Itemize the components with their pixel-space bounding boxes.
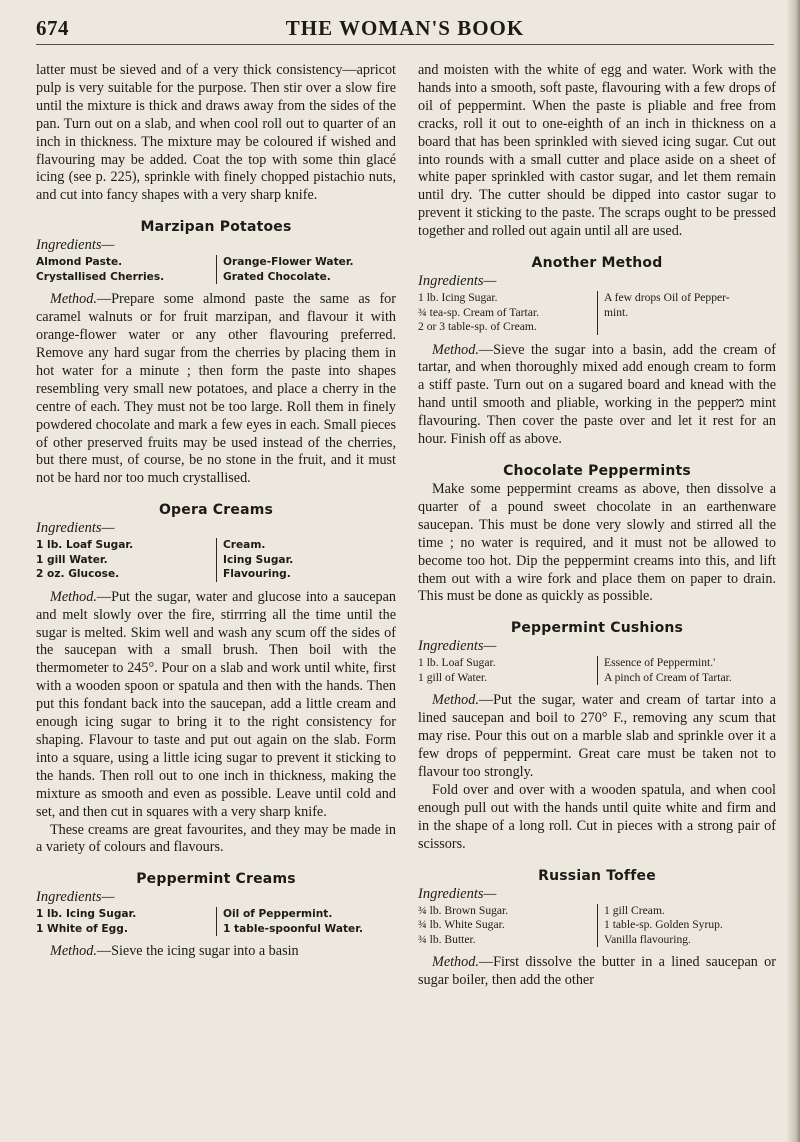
- ingredients-label: Ingredients—: [418, 638, 497, 655]
- method-paragraph: [418, 954, 776, 990]
- method-label: Method.: [432, 692, 479, 709]
- method-text: —First dissolve the butter in a lined saucepan or sugar boiler, then add the other: [418, 954, 776, 988]
- ingredient-item: Oil of Peppermint.: [223, 908, 333, 921]
- method-label: Method.: [432, 954, 479, 970]
- page-number: 674: [36, 16, 69, 40]
- ingredients-label: Ingredients—: [418, 273, 497, 290]
- section-title-russian-toffee: Russian Toffee: [538, 867, 656, 884]
- method-paragraph: [36, 291, 396, 488]
- method-text: —Sieve the sugar into a basin, add the cream of tartar, and when thoroughly mixed add enough cream to form a stiff paste. Turn out on a sugared board and knead with the hand until smooth and pliable, working in the pepperמ mint flavouring. Then cover the paste over and let it rest for an hour. Finish off as above.: [418, 341, 777, 448]
- ingredient-item: Crystallised Cherries.: [36, 270, 165, 283]
- ingredient-item: ¾ lb. Butter.: [418, 932, 476, 946]
- left-column: [36, 62, 396, 961]
- ingredient-item: 1 lb. Icing Sugar.: [418, 291, 498, 305]
- method-label: Method.: [50, 291, 97, 308]
- ingredient-item: 1 White of Egg.: [36, 922, 128, 935]
- ingredients-label: Ingredients—: [418, 885, 497, 902]
- ingredient-item: ¾ lb. Brown Sugar.: [418, 903, 509, 917]
- ingredient-item: Orange-Flower Water.: [223, 256, 354, 269]
- ingredients-label: Ingredients—: [36, 520, 115, 537]
- ingredient-item: 1 lb. Loaf Sugar.: [36, 539, 134, 552]
- section-title-chocolate-peppermints: Chocolate Peppermints: [503, 463, 691, 479]
- ingredient-item: Vanilla flavouring.: [604, 932, 691, 946]
- method-label: Method.: [50, 588, 97, 605]
- method-paragraph: [36, 589, 396, 822]
- closing-paragraph: These creams are great favourites, and they may be made in a variety of colours and flavours.: [36, 821, 396, 856]
- ingredients-label: Ingredients—: [36, 889, 115, 906]
- ingredients-list: [36, 255, 396, 284]
- ingredient-item: 1 gill of Water.: [418, 670, 488, 684]
- ingredient-item: 2 or 3 table-sp. of Cream.: [418, 320, 537, 334]
- ingredients-list: [418, 904, 776, 948]
- method-paragraph: [418, 342, 776, 449]
- ingredient-item: Cream.: [223, 539, 266, 552]
- ingredient-item: 1 lb. Loaf Sugar.: [418, 656, 496, 670]
- ingredients-label: Ingredients—: [36, 237, 115, 254]
- ingredients-list: [36, 907, 396, 936]
- running-head: THE WOMAN'S BOOK: [285, 16, 525, 40]
- method-text: —Sieve the icing sugar into a basin: [96, 943, 299, 960]
- ingredients-list: [418, 291, 776, 335]
- ingredient-item: 1 gill Cream.: [604, 903, 665, 917]
- method-text: —Put the sugar, water and glucose into a saucepan and melt slowly over the fire, stirrring all the time until the sugar is melted. Skim well and wash any scum off the sides of the saucepan with a small brush. Then boil with the thermometer to 245°. Pour on a slab and work until white, first with a wooden spoon or spatula and then with the hands. Then put this fondant back into the saucepan, add a little cream and enough icing sugar to bring it to the right consistency for shaping. Flavour to taste and put out again on the slab. Form into a square, using a little icing sugar to prevent it sticking to the hands. Then roll out to one inch in thickness, making the mixture as smooth and even as possible. Leave until cold and set, and then cut in squares with a very sharp knife.: [36, 588, 396, 820]
- method-text: —Prepare some almond paste the same as for caramel walnuts or for fruit marzipan, and flavour it with orange-flower water or any other flavouring preferred. Remove any hard sugar from the cherries by placing them in hot water for a minute ; then form the paste into shapes resembling very small new potatoes, and place a cherry in the centre of each. They must not be too large. Roll them in finely powdered chocolate and mark a few eyes in each. Small pieces of other preserved fruits may be used instead of the cherries, but there must, of course, be no stone in the fruit, and it must not be hard nor too much crystallised.: [36, 291, 396, 487]
- section-title-peppermint-creams: Peppermint Creams: [136, 871, 296, 888]
- section-title-marzipan-potatoes: Marzipan Potatoes: [140, 219, 292, 236]
- ingredient-item: ¾ lb. White Sugar.: [418, 918, 505, 931]
- ingredient-item: A few drops Oil of Pepper-: [604, 291, 730, 305]
- method-paragraph: [418, 692, 776, 782]
- section-title-another-method: Another Method: [531, 255, 663, 272]
- ingredient-item: A pinch of Cream of Tartar.: [604, 670, 732, 684]
- ingredient-item: Almond Paste.: [36, 256, 123, 269]
- method-paragraph-2: Fold over and over with a wooden spatula, and when cool enough pull out with the hands until quite white and firm and in the shape of a long roll. Cut in pieces with a strong pair of scissors.: [418, 781, 776, 852]
- method-paragraph: [36, 943, 396, 961]
- ingredient-item: ¾ tea-sp. Cream of Tartar.: [418, 305, 539, 319]
- ingredient-item: 1 lb. Icing Sugar.: [36, 908, 137, 921]
- method-label: Method.: [432, 341, 479, 358]
- ingredients-list: [418, 656, 776, 685]
- ingredient-item: Grated Chocolate.: [223, 270, 331, 283]
- section-title-opera-creams: Opera Creams: [158, 502, 274, 519]
- ingredient-item: Flavouring.: [223, 568, 291, 581]
- page-edge-shadow: [786, 0, 800, 1142]
- ingredient-item: 1 gill Water.: [36, 553, 108, 566]
- page-header: [36, 16, 774, 45]
- ingredients-list: [36, 538, 396, 582]
- ingredient-item: 1 table-spoonful Water.: [223, 922, 363, 935]
- section-title-peppermint-cushions: Peppermint Cushions: [510, 620, 684, 637]
- ingredient-item: mint.: [604, 305, 629, 319]
- method-text: —Put the sugar, water and cream of tartar into a lined saucepan and boil to 270° F., removing any scum that may rise. Pour this out on a marble slab and sprinkle over it a few drops of peppermint. Great care must be taken not to flavour too strongly.: [418, 692, 776, 780]
- ingredient-item: 2 oz. Glucose.: [36, 568, 120, 581]
- ingredient-item: Essence of Peppermint.': [604, 656, 716, 670]
- ingredient-item: Icing Sugar.: [223, 553, 294, 566]
- ingredient-item: 1 table-sp. Golden Syrup.: [604, 918, 723, 931]
- chocolate-paragraph: Make some peppermint creams as above, then dissolve a quarter of a pound sweet chocolate in an earthenware saucepan. This must be done very slowly and stirred all the time ; no water is required, and it must not be allowed to become too hot. Dip the peppermint creams into this, and lift them out with a wire fork and place them on paper to drain. This must be done as quickly as possible.: [418, 481, 776, 605]
- right-column: [418, 62, 776, 990]
- continuation-paragraph: and moisten with the white of egg and water. Work with the hands into a smooth, soft paste, flavouring with a few drops of oil of peppermint. When the paste is pliable and free from cracks, roll it out to one-eighth of an inch in thickness on a board that has been sprinkled with sieved icing sugar. Cut out into rounds with a small cutter and place aside on a sheet of white paper sprinkled with castor sugar, and let them remain until dry. The cutter should be dipped into castor sugar to prevent it sticking to the paste. The scraps ought to be pressed together and rolled out again until all are used.: [418, 62, 776, 240]
- intro-paragraph: latter must be sieved and of a very thick consistency—apricot pulp is very suitable for the purpose. Then stir over a slow fire until the mixture is thick and draws away from the sides of the pan. Turn out on a slab, and when cool roll out to quarter of an inch in thickness. The mixture may be coloured if wished and flavouring may be added. Coat the top with some thin glacé icing (see p. 225), sprinkle with finely chopped pistachio nuts, and cut into fancy shapes with a very sharp knife.: [36, 62, 396, 204]
- method-label: Method.: [50, 943, 97, 960]
